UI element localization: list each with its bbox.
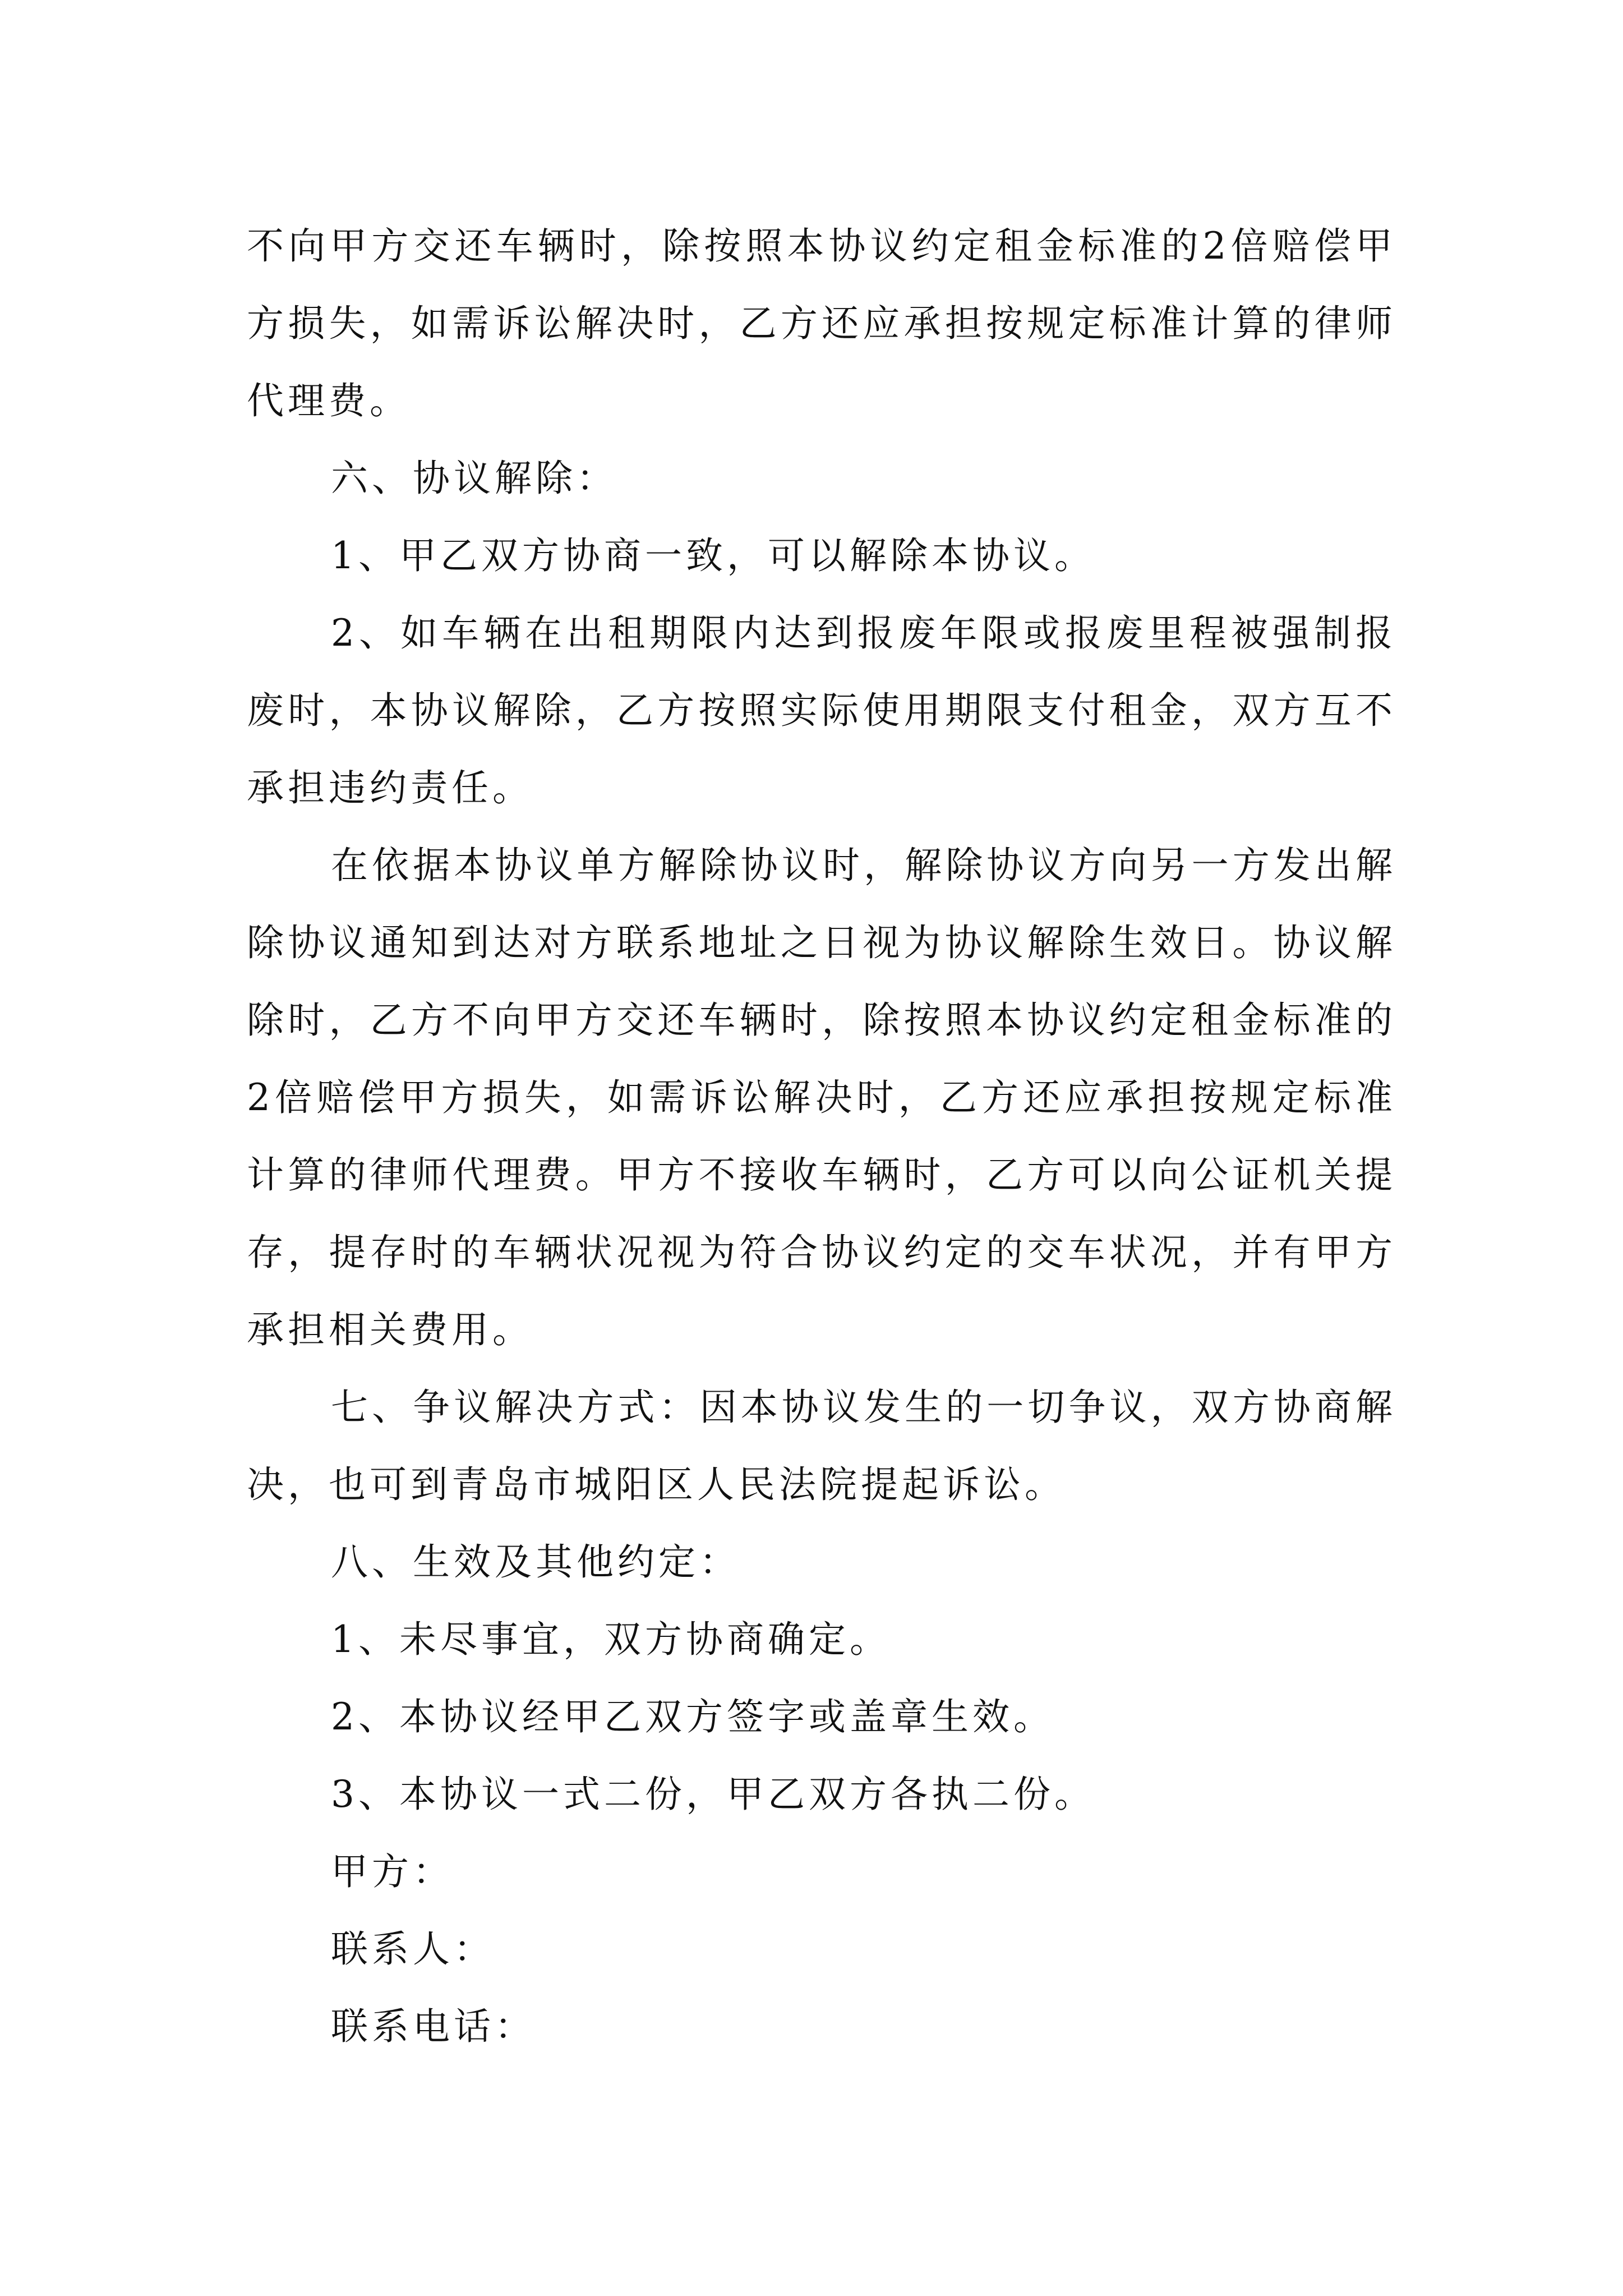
section-6-item-1: 1、甲乙双方协商一致，可以解除本协议。 [331, 534, 1095, 577]
section-8-item-2: 2、本协议经甲乙双方签字或盖章生效。 [331, 1695, 1054, 1738]
signature-contact-person: 联系人： [331, 1927, 495, 1971]
section-8-heading: 八、生效及其他约定： [331, 1540, 740, 1584]
section-8-item-3: 3、本协议一式二份，甲乙双方各执二份。 [331, 1773, 1095, 1816]
section-8-item-1: 1、未尽事宜，双方协商确定。 [331, 1618, 891, 1661]
signature-party-a: 甲方： [331, 1850, 454, 1893]
section-6-unilateral-termination: 在依据本协议单方解除协议时，解除协议方向另一方发出解除协议通知到达对方联系地址之日视为协议解除生效日。协议解除时，乙方不向甲方交还车辆时，除按照本协议约定租金标准的2倍赔偿甲方损失，如需诉讼解决时，乙方还应承担按规定标准计算的律师代理费。甲方不接收车辆时，乙方可以向公证机关提存，提存时的车辆状况视为符合协议约定的交车状况，并有甲方承担相关费用。 [247, 844, 1396, 1351]
signature-contact-phone: 联系电话： [331, 2005, 536, 2048]
paragraph-continuation: 不向甲方交还车辆时，除按照本协议约定租金标准的2倍赔偿甲方损失，如需诉讼解决时，乙方还应承担按规定标准计算的律师代理费。 [247, 224, 1396, 422]
document-body [247, 208, 1396, 2065]
section-6-item-2: 2、如车辆在出租期限内达到报废年限或报废里程被强制报废时，本协议解除，乙方按照实际使用期限支付租金，双方互不承担违约责任。 [247, 611, 1396, 809]
section-7-dispute-resolution: 七、争议解决方式：因本协议发生的一切争议，双方协商解决，也可到青岛市城阳区人民法院提起诉讼。 [247, 1386, 1396, 1506]
section-6-heading: 六、协议解除： [331, 457, 617, 500]
